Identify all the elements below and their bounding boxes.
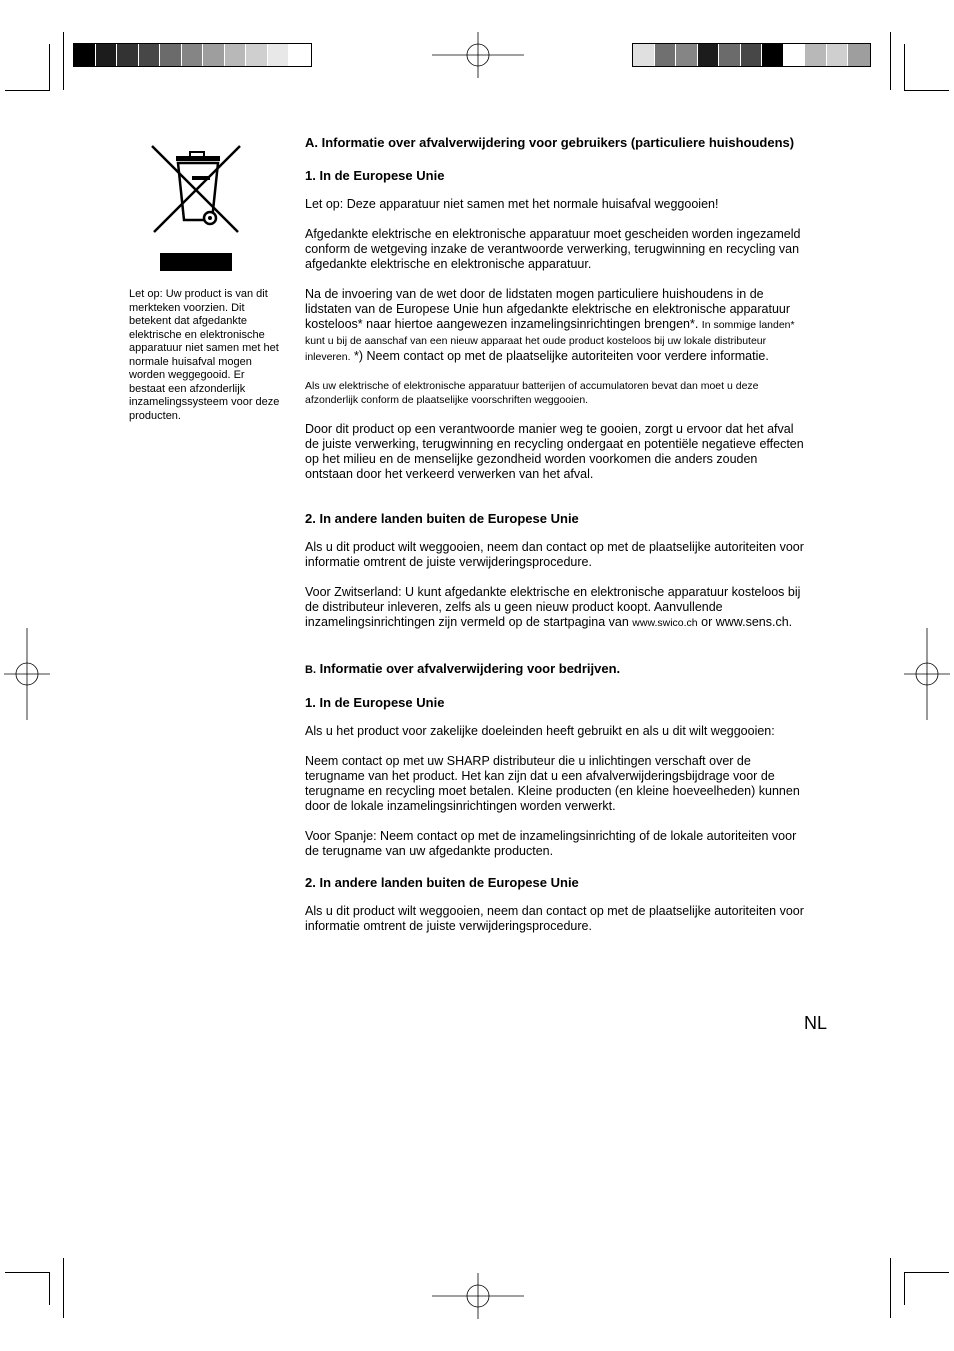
section-b-heading-text: Informatie over afvalverwijdering voor bedrijven. xyxy=(319,661,621,676)
color-calibration-bar-left xyxy=(73,43,312,67)
section-b-p1: Als u het product voor zakelijke doeleinden heeft gebruikt en als u dit wilt weggooien: xyxy=(305,724,775,738)
color-swatch xyxy=(203,44,225,66)
color-swatch xyxy=(633,44,655,66)
color-swatch xyxy=(698,44,720,66)
section-a-p7-main: Voor Zwitserland: U kunt afgedankte elektrische en elektronische apparatuur kosteloos bij de distributeur inleveren, zelfs als u geen nieuw product koopt. Aanvullende inzamelingsinrichtingen zijn vermeld op de startpagina van xyxy=(305,585,801,629)
color-swatch xyxy=(96,44,118,66)
section-a-p3 xyxy=(305,287,805,365)
language-code: NL xyxy=(804,1013,828,1033)
section-a-p4: Als uw elektrische of elektronische apparatuur batterijen of accumulatoren bevat dan moet u deze afzonderlijk conform de plaatselijke voorschriften weggooien. xyxy=(305,380,759,406)
section-a-p6: Als u dit product wilt weggooien, neem dan contact op met de plaatselijke autoriteiten voor informatie omtrent de juiste verwijderingsprocedure. xyxy=(305,540,804,569)
main-content xyxy=(305,134,805,934)
section-a-p2: Afgedankte elektrische en elektronische apparatuur moet gescheiden worden ingezameld conform de wetgeving inzake de verantwoorde verwerking, terugwinning en recycling van afgedankte elektrische en elektronische apparatuur. xyxy=(305,227,801,271)
color-swatch xyxy=(74,44,96,66)
section-a-heading: A. Informatie over afvalverwijdering voor gebruikers (particuliere huishoudens) xyxy=(305,135,795,150)
color-swatch xyxy=(848,44,870,66)
section-a-sub1: 1. In de Europese Unie xyxy=(305,168,445,183)
section-a-p3-main: Na de invoering van de wet door de lidstaten mogen particuliere huishoudens in de lidstaten van de Europese Unie hun afgedankte elektrische en elektronische apparatuur kosteloos* naar hiertoe aangewezen inzamelingsinrichtingen brengen*. xyxy=(305,287,791,331)
crossed-out-wheelie-bin-icon xyxy=(148,144,244,272)
registration-mark-bottom xyxy=(432,1273,524,1319)
section-a-p5: Door dit product op een verantwoorde manier weg te gooien, zorgt u ervoor dat het afval de juiste verwerking, terugwinning en recycling ondergaat en potentiële negatieve effecten op het milieu en de menselijke gezondheid worden voorkomen die anders zouden ontstaan door het verkeerd verwerken van het afval. xyxy=(305,422,804,481)
section-b-heading-prefix: B. xyxy=(305,664,316,676)
registration-mark-left xyxy=(4,628,50,720)
color-swatch xyxy=(719,44,741,66)
section-b-p4: Als u dit product wilt weggooien, neem dan contact op met de plaatselijke autoriteiten voor informatie omtrent de juiste verwijderingsprocedure. xyxy=(305,904,804,933)
color-swatch xyxy=(160,44,182,66)
section-b-sub1: 1. In de Europese Unie xyxy=(305,695,445,710)
registration-mark-right xyxy=(904,628,950,720)
color-swatch xyxy=(182,44,204,66)
registration-mark-top xyxy=(432,32,524,78)
color-swatch xyxy=(784,44,806,66)
section-b-heading xyxy=(305,660,805,679)
sidebar-note: Let op: Uw product is van dit merkteken voorzien. Dit betekent dat afgedankte elektrische en elektronische apparatuur niet samen met het normale huisafval mogen worden weggegooid. Er bestaat een afzonderlijk inzamelingssysteem voor deze producten. xyxy=(129,288,280,422)
color-swatch xyxy=(246,44,268,66)
section-b-p2: Neem contact op met uw SHARP distributeur die u inlichtingen verschaft over de terugname van het product. Het kan zijn dat u een afvalverwijderingsbijdrage voor de terugname en recycling moet betalen. Kleine producten (en kleine hoeveelheden) kunnen door de lokale inzamelingsinrichtingen worden verwerkt. xyxy=(305,754,800,813)
section-a-sub2: 2. In andere landen buiten de Europese Unie xyxy=(305,511,579,526)
color-swatch xyxy=(289,44,311,66)
section-b-p3: Voor Spanje: Neem contact op met de inzamelingsinrichting of de lokale autoriteiten voor de terugname van uw afgedankte producten. xyxy=(305,829,797,858)
swico-link-text: www.swico.ch xyxy=(632,617,698,629)
color-swatch xyxy=(655,44,677,66)
section-a-p7-tail: or www.sens.ch. xyxy=(701,615,793,629)
color-swatch xyxy=(225,44,247,66)
color-calibration-bar-right xyxy=(632,43,871,67)
section-a-p3-tail: *) Neem contact op met de plaatselijke autoriteiten voor verdere informatie. xyxy=(354,349,769,363)
color-swatch xyxy=(805,44,827,66)
section-a-p7 xyxy=(305,585,805,631)
color-swatch xyxy=(741,44,763,66)
color-swatch xyxy=(117,44,139,66)
color-swatch xyxy=(139,44,161,66)
color-swatch xyxy=(827,44,849,66)
section-b-sub2: 2. In andere landen buiten de Europese Unie xyxy=(305,875,579,890)
section-a-p3-small: In sommige landen* kunt u bij de aanschaf van een nieuw apparaat het oude product kosteloos bij uw lokale distributeur inleveren. xyxy=(305,319,795,363)
color-swatch xyxy=(762,44,784,66)
section-a-p1: Let op: Deze apparatuur niet samen met het normale huisafval weggooien! xyxy=(305,197,719,211)
color-swatch xyxy=(676,44,698,66)
color-swatch xyxy=(268,44,290,66)
